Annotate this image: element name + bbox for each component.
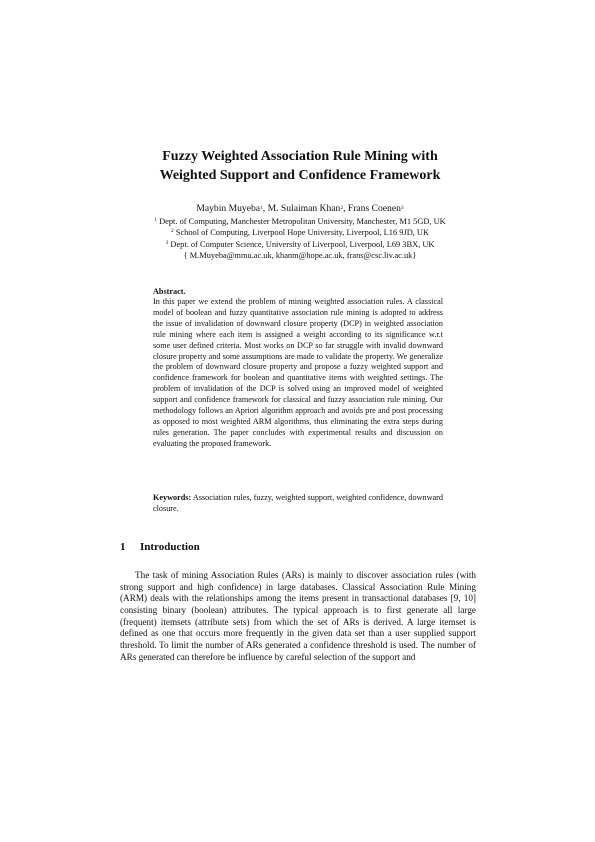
affiliation-1 xyxy=(120,216,480,227)
author-3: Frans Coenen xyxy=(347,203,401,214)
abstract-text: In this paper we extend the problem of mining weighted association rules. A classical model of boolean and fuzzy quantitative association rule mining is adopted to address the issue of invalidation of downward closure property (DCP) in weighted association rule mining where each item is assigned a weight according to its significance w.r.t some user defined criteria. Most works on DCP so far struggle with invalid downward closure property and some assumptions are made to validate the property. We generalize the problem of downward closure property and propose a fuzzy weighted support and confidence framework for boolean and quantitative items with weighted settings. The problem of invalidation of the DCP is solved using an improved model of weighted support and confidence framework for classical and fuzzy association rule mining. Our methodology follows an Apriori algorithm approach and avoids pre and post processing as opposed to most weighted ARM algorithms, thus eliminating the extra steps during rules generation. The paper concludes with experimental results and discussion on evaluating the proposed framework. xyxy=(153,297,443,448)
abstract-heading: Abstract. xyxy=(153,287,186,296)
author-list xyxy=(120,203,480,215)
keywords-label: Keywords: xyxy=(153,493,192,502)
author-separator-1: , xyxy=(262,203,268,214)
author-3-marker: 3 xyxy=(400,205,404,211)
section-number: 1 xyxy=(120,541,126,553)
affiliation-1-text: Dept. of Computing, Manchester Metropolitan University, Manchester, M1 5GD, UK xyxy=(157,217,446,226)
keywords xyxy=(153,493,443,515)
author-2-marker: 2 xyxy=(340,205,344,211)
title-line-2: Weighted Support and Confidence Framework xyxy=(159,168,441,183)
affiliation-3 xyxy=(120,239,480,250)
keywords-text: Association rules, fuzzy, weighted support, weighted confidence, downward closure. xyxy=(153,493,443,513)
author-1-marker: 1 xyxy=(260,205,263,211)
section-heading-introduction xyxy=(120,541,200,553)
introduction-paragraph: The task of mining Association Rules (ARs) is mainly to discover association rules (with strong support and high confidence) in large databases. Classical Association Rule Mining (ARM) deals with the relationships among the items present in transactional databases [9, 10] consisting binary (boolean) attributes. The typical approach is to first generate all large (frequent) itemsets (attribute sets) from which the set of ARs is derived. A large itemset is defined as one that occurs more frequently in the given data set than a user supplied support threshold. To limit the number of ARs generated a confidence threshold is used. The number of ARs generated can therefore be influence by careful selection of the support and xyxy=(120,570,476,662)
affiliation-3-text: Dept. of Computer Science, University of Liverpool, Liverpool, L69 3BX, UK xyxy=(168,239,435,249)
affiliation-3-marker: 3 xyxy=(165,239,169,246)
affiliation-2-marker: 2 xyxy=(170,228,174,235)
section-title: Introduction xyxy=(140,541,200,553)
affiliation-1-marker: 1 xyxy=(154,217,158,223)
affiliation-2 xyxy=(120,227,480,238)
affiliation-2-text: School of Computing, Liverpool Hope University, Liverpool, L16 9JD, UK xyxy=(173,228,430,238)
author-2: M. Sulaiman Khan xyxy=(267,203,341,214)
affiliations xyxy=(120,216,480,261)
author-1: Maybin Muyeba xyxy=(196,203,261,214)
paper-title xyxy=(120,147,480,185)
author-emails: { M.Muyeba@mmu.ac.uk, khanm@hope.ac.uk, frans@csc.liv.ac.uk} xyxy=(183,250,417,260)
title-line-1: Fuzzy Weighted Association Rule Mining with xyxy=(162,149,438,164)
author-separator-2: , xyxy=(343,203,348,214)
